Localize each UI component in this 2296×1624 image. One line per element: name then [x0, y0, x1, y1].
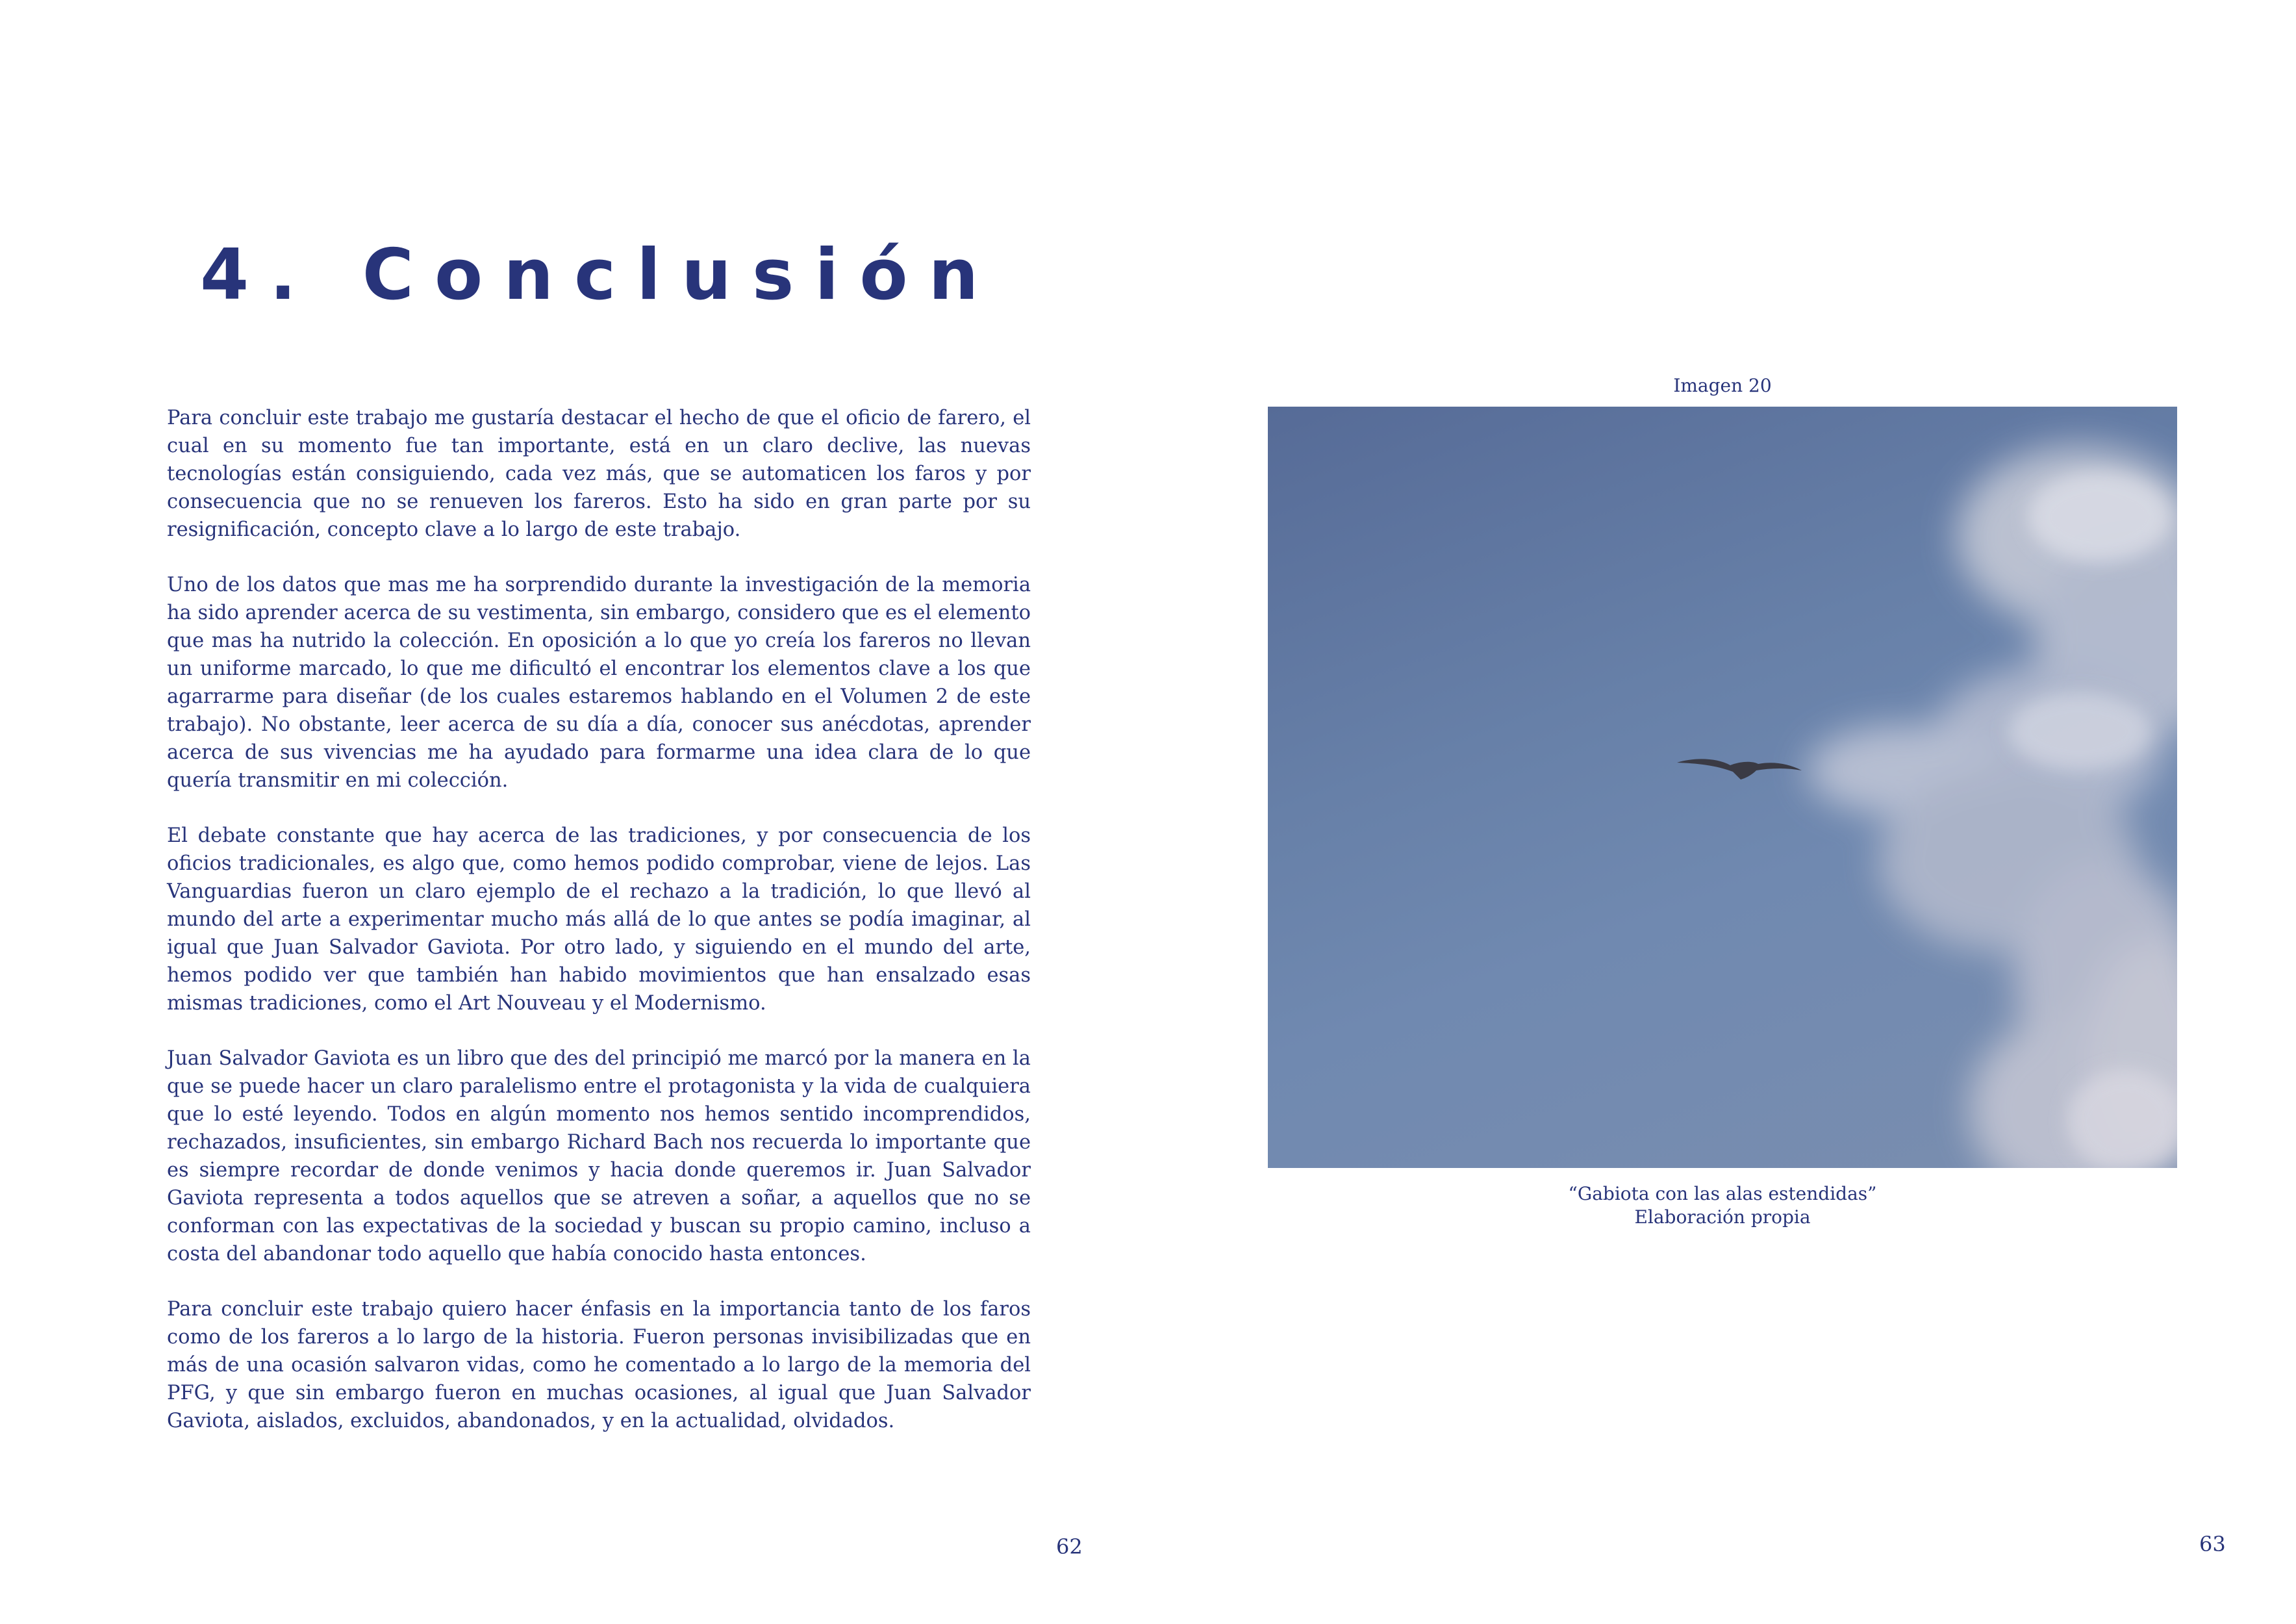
page-number-right: 63	[2199, 1532, 2226, 1556]
conclusion-body	[167, 404, 1031, 1435]
seagull-icon	[1677, 759, 1802, 780]
paragraph: Para concluir este trabajo me gustaría destacar el hecho de que el oficio de farero, el cual en su momento fue tan importante, está en un claro declive, las nuevas tecnologías están consiguiendo, cada vez más, que se automaticen los faros y por consecuencia que no se renueven los fareros. Esto ha sido en gran parte por su resignificación, concepto clave a lo largo de este trabajo.	[167, 407, 1031, 541]
page-number-left: 62	[1056, 1534, 1083, 1559]
seagull-photo	[1268, 407, 2177, 1168]
paragraph: Juan Salvador Gaviota es un libro que des del principió me marcó por la manera en la que se puede hacer un claro paralelismo entre el protagonista y la vida de cualquiera que lo esté leyendo. Todos en algún momento nos hemos sentido incomprendidos, rechazados, insuficientes, sin embargo Richard Bach nos recuerda lo importante que es siempre recordar de donde venimos y hacia donde queremos ir. Juan Salvador Gaviota representa a todos aquellos que se atreven a soñar, a aquellos que no se conforman con las expectativas de la sociedad y buscan su propio camino, incluso a costa del abandonar todo aquello que había conocido hasta entonces.	[167, 1047, 1031, 1265]
paragraph: Uno de los datos que mas me ha sorprendido durante la investigación de la memoria ha sido aprender acerca de su vestimenta, sin embargo, considero que es el elemento que mas ha nutrido la colección. En oposición a lo que yo creía los fareros no llevan un uniforme marcado, lo que me dificultó el encontrar los elementos clave a los que agarrarme para diseñar (de los cuales estaremos hablando en el Volumen 2 de este trabajo). No obstante, leer acerca de su día a día, conocer sus anécdotas, aprender acerca de sus vivencias me ha ayudado para formarme una idea clara de lo que quería transmitir en mi colección.	[167, 574, 1031, 792]
caption-title: “Gabiota con las alas estendidas”	[1568, 1183, 1877, 1204]
paragraph: Para concluir este trabajo quiero hacer énfasis en la importancia tanto de los faros como de los fareros a lo largo de la historia. Fueron personas invisibilizadas que en más de una ocasión salvaron vidas, como he comentado a lo largo de la memoria del PFG, y que sin embargo fueron en muchas ocasiones, al igual que Juan Salvador Gaviota, aislados, excluidos, abandonados, y en la actualidad, olvidados.	[167, 1298, 1031, 1432]
seagull-photo-illustration	[1268, 407, 2177, 1168]
figure-caption	[1268, 1182, 2177, 1229]
page-title: 4. Conclusión	[200, 235, 1000, 316]
paragraph: El debate constante que hay acerca de las tradiciones, y por consecuencia de los oficios tradicionales, es algo que, como hemos podido comprobar, viene de lejos. Las Vanguardias fueron un claro ejemplo de el rechazo a la tradición, lo que llevó al mundo del arte a experimentar mucho más allá de lo que antes se podía imaginar, al igual que Juan Salvador Gaviota. Por otro lado, y siguiendo en el mundo del arte, hemos podido ver que también han habido movimientos que han ensalzado esas mismas tradiciones, como el Art Nouveau y el Modernismo.	[167, 824, 1031, 1015]
figure-label: Imagen 20	[1673, 375, 1772, 396]
caption-credit: Elaboración propia	[1634, 1206, 1811, 1228]
